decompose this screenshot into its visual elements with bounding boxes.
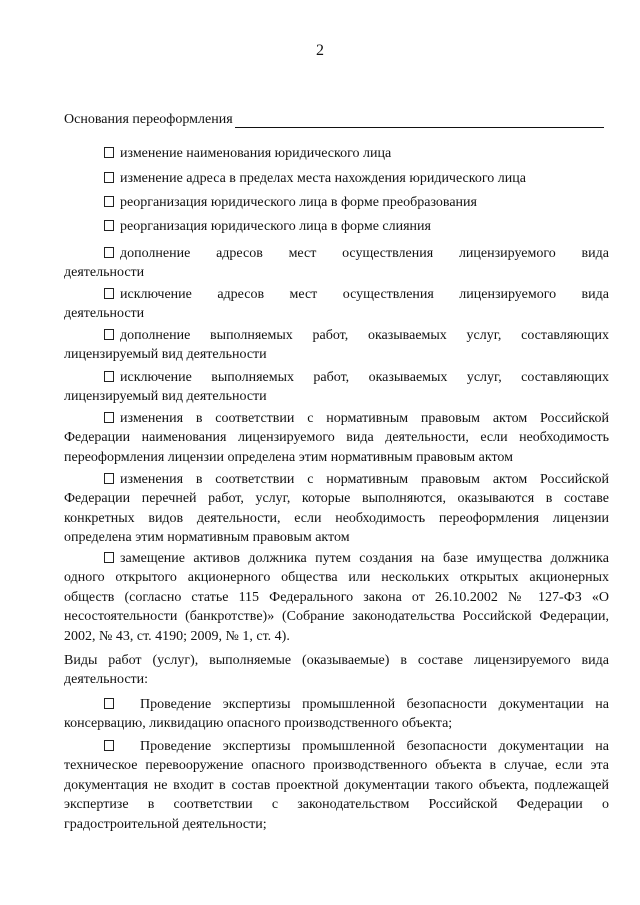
checkbox[interactable] — [104, 698, 114, 709]
option-label: реорганизация юридического лица в форме преобразования — [120, 195, 477, 210]
option-name-change — [104, 146, 391, 162]
option-word: осуществления — [342, 246, 434, 261]
option-remove-addresses — [64, 285, 609, 324]
option-add-works — [64, 326, 609, 365]
option-remove-works — [64, 368, 609, 407]
reissue-grounds-label: Основания переоформления — [64, 112, 233, 127]
option-label: реорганизация юридического лица в форме слияния — [120, 219, 431, 234]
reissue-grounds-blank-line[interactable] — [235, 113, 604, 128]
option-asset-replacement — [64, 549, 609, 646]
work-item-conservation-expertise — [64, 695, 609, 734]
work-label: Проведение экспертизы промышленной безопасности документации на техническое перевооружение опасного производственного объекта в случае, если эта документация не входит в состав проектной документации такого объекта, подлежащей экспертизе в соответствии с законодательством Российской Федерации о градостроительной деятельности; — [64, 739, 609, 832]
checkbox[interactable] — [104, 552, 114, 563]
checkbox[interactable] — [104, 412, 114, 423]
checkbox[interactable] — [104, 740, 114, 751]
checkbox[interactable] — [104, 288, 114, 299]
option-reorg-transformation — [104, 195, 477, 211]
option-word: лицензируемого — [458, 246, 556, 261]
option-label: изменение адреса в пределах места нахождения юридического лица — [120, 171, 526, 186]
option-tail: деятельности — [64, 306, 145, 322]
checkbox[interactable] — [104, 371, 114, 382]
works-heading-text: Виды работ (услуг), выполняемые (оказываемые) в составе лицензируемого вида деятельности: — [64, 653, 609, 688]
option-reorg-merger — [104, 219, 431, 235]
option-tail: деятельности — [64, 265, 145, 281]
page-number: 2 — [316, 42, 324, 59]
works-heading — [64, 651, 609, 690]
work-item-reequipment-expertise — [64, 737, 609, 834]
option-label: замещение активов должника путем создания на базе имущества должника одного открытого акционерного общества или нескольких открытых акционерных обществ (согласно статье 115 Федерального закона от 26.10.2002 № 127-ФЗ «О несостоятельности (банкротстве)» (Собрание законодательства Российской Федерации, 2002, № 43, ст. 4190; 2009, № 1, ст. 4). — [64, 551, 609, 644]
checkbox[interactable] — [104, 473, 114, 484]
option-word: лицензируемого — [459, 287, 557, 302]
option-activity-name-change-by-act — [64, 409, 609, 467]
checkbox[interactable] — [104, 172, 114, 183]
option-word: адресов — [217, 287, 265, 302]
option-word: исключение — [120, 287, 192, 302]
option-word: мест — [289, 287, 318, 302]
option-word: дополнение — [120, 246, 191, 261]
option-word: мест — [288, 246, 317, 261]
option-label: изменение наименования юридического лица — [120, 146, 392, 161]
checkbox[interactable] — [104, 220, 114, 231]
option-word: вида — [581, 246, 609, 261]
option-label: исключение выполняемых работ, оказываемых услуг, составляющих лицензируемый вид деятельности — [64, 370, 609, 405]
checkbox[interactable] — [104, 247, 114, 258]
option-works-list-change-by-act — [64, 470, 609, 548]
option-word: вида — [581, 287, 609, 302]
option-label: изменения в соответствии с нормативным правовым актом Российской Федерации перечней работ, услуг, которые выполняются, оказываются в составе конкретных видов деятельности, если необходимость переоформления лицензии определена этим нормативным правовым актом — [64, 472, 609, 546]
option-address-change — [104, 171, 526, 187]
option-word: осуществления — [342, 287, 434, 302]
checkbox[interactable] — [104, 196, 114, 207]
option-word: адресов — [216, 246, 263, 261]
option-add-addresses — [64, 244, 609, 283]
option-label: дополнение выполняемых работ, оказываемых услуг, составляющих лицензируемый вид деятельности — [64, 328, 609, 363]
checkbox[interactable] — [104, 147, 114, 158]
checkbox[interactable] — [104, 329, 114, 340]
reissue-grounds-field — [64, 112, 604, 128]
work-label: Проведение экспертизы промышленной безопасности документации на консервацию, ликвидацию опасного производственного объекта; — [64, 697, 609, 732]
option-label: изменения в соответствии с нормативным правовым актом Российской Федерации наименования лицензируемого вида деятельности, если необходимость переоформления лицензии определена этим нормативным правовым актом — [64, 411, 609, 465]
